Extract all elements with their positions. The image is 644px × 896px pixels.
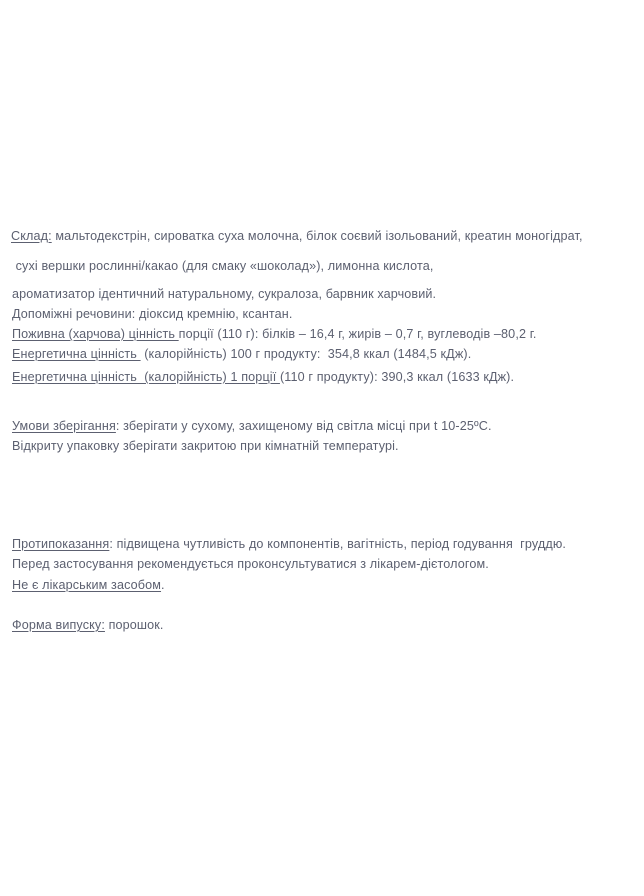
contraindications-line-2: Перед застосування рекомендується проконсультуватися з лікарем-дієтологом.	[12, 557, 489, 571]
not-a-medicine-line	[12, 579, 165, 592]
composition-line-1-text: мальтодекстрін, сироватка суха молочна, білок соєвий ізольований, креатин моногідрат,	[51, 229, 583, 243]
energy-per-100g-line	[12, 348, 471, 361]
contraindications-line-1-text: : підвищена чутливість до компонентів, вагітність, період годування груддю.	[109, 537, 567, 551]
storage-line-1	[12, 420, 492, 433]
auxiliary-substances-line: Допоміжні речовини: діоксид кремнію, ксантан.	[12, 307, 293, 321]
storage-line-1-text: : зберігати у сухому, захищеному від світла місці при t 10-25ºC.	[115, 419, 492, 433]
composition-line-3: ароматизатор ідентичний натуральному, сукралоза, барвник харчовий.	[12, 287, 437, 301]
release-form-line	[12, 619, 164, 632]
energy-per-100g-heading: Енергетична цінність	[12, 347, 141, 361]
composition-line-2: сухі вершки рослинні/какао (для смаку «шоколад»), лимонна кислота,	[12, 259, 434, 273]
not-a-medicine-period: .	[161, 578, 165, 592]
storage-line-2: Відкриту упаковку зберігати закритою при кімнатній температурі.	[12, 439, 399, 453]
release-form-heading: Форма випуску:	[12, 618, 105, 632]
energy-per-portion-values: (110 г продукту): 390,3 ккал (1633 кДж).	[279, 370, 515, 384]
release-form-value: порошок.	[104, 618, 164, 632]
composition-line-1	[11, 230, 583, 243]
contraindications-line-1	[12, 538, 566, 551]
not-a-medicine-heading: Не є лікарським засобом	[12, 578, 162, 592]
nutrition-line	[12, 328, 537, 341]
composition-heading: Склад:	[11, 229, 52, 243]
nutrition-heading: Поживна (харчова) цінність	[12, 327, 179, 341]
nutrition-values: порції (110 г): білків – 16,4 г, жирів – 0,7 г, вуглеводів –80,2 г.	[178, 327, 537, 341]
contraindications-heading: Протипоказання	[12, 537, 110, 551]
storage-heading: Умови зберігання	[12, 419, 116, 433]
energy-per-portion-line	[12, 371, 514, 384]
energy-per-100g-values: (калорійність) 100 г продукту: 354,8 ккал (1484,5 кДж).	[140, 347, 472, 361]
energy-per-portion-heading: Енергетична цінність (калорійність) 1 порції	[12, 370, 280, 384]
